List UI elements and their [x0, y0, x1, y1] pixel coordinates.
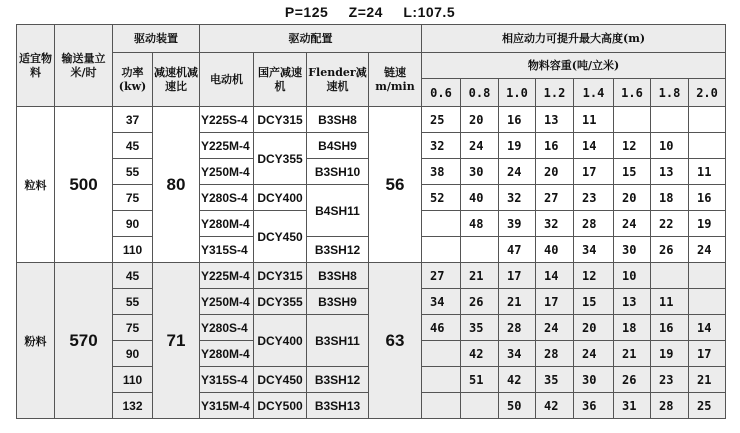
height-cell: 20	[614, 185, 651, 211]
height-cell: 28	[574, 211, 614, 237]
flender-reducer-cell: B3SH13	[307, 393, 369, 419]
material-cell: 粒料	[17, 107, 55, 263]
height-cell: 14	[536, 263, 574, 289]
height-cell: 42	[499, 367, 536, 393]
height-cell	[651, 263, 689, 289]
domestic-reducer-cell: DCY500	[254, 393, 307, 419]
height-cell: 19	[689, 211, 726, 237]
height-cell: 24	[499, 159, 536, 185]
header-density-value: 1.2	[536, 79, 574, 107]
height-cell: 31	[614, 393, 651, 419]
domestic-reducer-cell: DCY315	[254, 107, 307, 133]
height-cell: 17	[499, 263, 536, 289]
domestic-reducer-cell: DCY450	[254, 211, 307, 263]
height-cell: 24	[574, 341, 614, 367]
chain-speed-cell: 56	[369, 107, 422, 263]
height-cell: 16	[499, 107, 536, 133]
height-cell: 16	[536, 133, 574, 159]
height-cell: 32	[499, 185, 536, 211]
height-cell: 34	[422, 289, 461, 315]
height-cell: 21	[614, 341, 651, 367]
ratio-cell: 80	[153, 107, 200, 263]
motor-cell: Y315S-4	[200, 367, 254, 393]
height-cell: 15	[574, 289, 614, 315]
flender-reducer-cell: B3SH12	[307, 367, 369, 393]
header-density-value: 1.4	[574, 79, 614, 107]
domestic-reducer-cell: DCY450	[254, 367, 307, 393]
height-cell: 20	[461, 107, 499, 133]
power-cell: 132	[113, 393, 153, 419]
height-cell: 27	[422, 263, 461, 289]
height-cell: 42	[461, 341, 499, 367]
height-cell: 12	[574, 263, 614, 289]
height-cell: 52	[422, 185, 461, 211]
motor-cell: Y280S-4	[200, 315, 254, 341]
flender-reducer-cell: B3SH11	[307, 315, 369, 367]
power-cell: 55	[113, 159, 153, 185]
height-cell: 10	[651, 133, 689, 159]
height-cell: 23	[574, 185, 614, 211]
motor-cell: Y280S-4	[200, 185, 254, 211]
height-cell: 11	[574, 107, 614, 133]
ratio-cell: 71	[153, 263, 200, 419]
header-density-value: 1.0	[499, 79, 536, 107]
header-max-height: 相应动力可提升最大高度(m)	[422, 25, 726, 53]
power-cell: 45	[113, 263, 153, 289]
domestic-reducer-cell: DCY315	[254, 263, 307, 289]
height-cell: 21	[689, 367, 726, 393]
height-cell	[422, 393, 461, 419]
height-cell: 34	[574, 237, 614, 263]
height-cell: 32	[536, 211, 574, 237]
table-row	[17, 107, 726, 133]
height-cell: 34	[499, 341, 536, 367]
height-cell: 17	[574, 159, 614, 185]
chain-speed-cell: 63	[369, 263, 422, 419]
header-motor: 电动机	[200, 53, 254, 107]
flender-reducer-cell: B3SH12	[307, 237, 369, 263]
height-cell: 21	[499, 289, 536, 315]
header-density-value: 1.6	[614, 79, 651, 107]
header-domestic-reducer: 国产减速机	[254, 53, 307, 107]
height-cell	[422, 341, 461, 367]
height-cell: 16	[651, 315, 689, 341]
height-cell: 11	[651, 289, 689, 315]
height-cell: 21	[461, 263, 499, 289]
height-cell: 20	[574, 315, 614, 341]
material-cell: 粉料	[17, 263, 55, 419]
power-cell: 37	[113, 107, 153, 133]
height-cell	[422, 237, 461, 263]
motor-cell: Y225M-4	[200, 263, 254, 289]
height-cell: 38	[422, 159, 461, 185]
height-cell: 12	[614, 133, 651, 159]
height-cell: 25	[422, 107, 461, 133]
height-cell: 42	[536, 393, 574, 419]
height-cell: 24	[614, 211, 651, 237]
header-density-value: 0.6	[422, 79, 461, 107]
capacity-cell: 500	[55, 107, 113, 263]
height-cell	[422, 367, 461, 393]
header-capacity: 输送量立米/时	[55, 25, 113, 107]
height-cell: 10	[614, 263, 651, 289]
flender-reducer-cell: B3SH8	[307, 107, 369, 133]
height-cell: 28	[651, 393, 689, 419]
height-cell	[461, 393, 499, 419]
height-cell: 35	[461, 315, 499, 341]
height-cell: 27	[536, 185, 574, 211]
height-cell: 26	[651, 237, 689, 263]
header-drive-unit: 驱动装置	[113, 25, 200, 53]
motor-cell: Y225M-4	[200, 133, 254, 159]
flender-reducer-cell: B4SH9	[307, 133, 369, 159]
pitch-label: P=125	[284, 4, 329, 20]
height-cell: 32	[422, 133, 461, 159]
domestic-reducer-cell: DCY355	[254, 289, 307, 315]
height-cell: 28	[499, 315, 536, 341]
height-cell: 26	[614, 367, 651, 393]
header-flender-reducer: Flender减速机	[307, 53, 369, 107]
height-cell	[651, 107, 689, 133]
header-power: 功率(kw)	[113, 53, 153, 107]
motor-cell: Y250M-4	[200, 159, 254, 185]
height-cell: 40	[536, 237, 574, 263]
power-cell: 55	[113, 289, 153, 315]
height-cell: 17	[689, 341, 726, 367]
height-cell: 51	[461, 367, 499, 393]
height-cell: 24	[461, 133, 499, 159]
height-cell: 18	[651, 185, 689, 211]
header-ratio: 减速机减速比	[153, 53, 200, 107]
height-cell: 50	[499, 393, 536, 419]
height-cell: 48	[461, 211, 499, 237]
height-cell	[614, 107, 651, 133]
flender-reducer-cell: B4SH11	[307, 185, 369, 237]
header-density-value: 0.8	[461, 79, 499, 107]
capacity-cell: 570	[55, 263, 113, 419]
height-cell: 23	[651, 367, 689, 393]
height-cell: 19	[499, 133, 536, 159]
header-density-value: 2.0	[689, 79, 726, 107]
height-cell: 46	[422, 315, 461, 341]
height-cell: 16	[689, 185, 726, 211]
header-density: 物料容重(吨/立米)	[422, 53, 726, 79]
height-cell	[689, 263, 726, 289]
height-cell: 20	[536, 159, 574, 185]
height-cell: 30	[461, 159, 499, 185]
height-cell: 13	[614, 289, 651, 315]
motor-cell: Y315S-4	[200, 237, 254, 263]
height-cell: 24	[689, 237, 726, 263]
height-cell: 39	[499, 211, 536, 237]
height-cell: 18	[614, 315, 651, 341]
height-cell	[689, 289, 726, 315]
height-cell: 24	[536, 315, 574, 341]
elevator-spec-table	[16, 24, 726, 419]
domestic-reducer-cell: DCY400	[254, 315, 307, 367]
motor-cell: Y225S-4	[200, 107, 254, 133]
height-cell: 30	[574, 367, 614, 393]
motor-cell: Y315M-4	[200, 393, 254, 419]
height-cell	[422, 211, 461, 237]
power-cell: 110	[113, 237, 153, 263]
flender-reducer-cell: B3SH9	[307, 289, 369, 315]
teeth-label: Z=24	[348, 4, 383, 20]
height-cell: 13	[536, 107, 574, 133]
power-cell: 110	[113, 367, 153, 393]
height-cell: 30	[614, 237, 651, 263]
height-cell: 15	[614, 159, 651, 185]
height-cell: 35	[536, 367, 574, 393]
power-cell: 90	[113, 341, 153, 367]
height-cell: 28	[536, 341, 574, 367]
height-cell	[689, 133, 726, 159]
motor-cell: Y280M-4	[200, 341, 254, 367]
header-drive-config: 驱动配置	[200, 25, 422, 53]
table-title	[0, 4, 740, 20]
height-cell: 40	[461, 185, 499, 211]
height-cell: 19	[651, 341, 689, 367]
header-chain-speed: 链速m/min	[369, 53, 422, 107]
motor-cell: Y250M-4	[200, 289, 254, 315]
power-cell: 75	[113, 315, 153, 341]
power-cell: 45	[113, 133, 153, 159]
domestic-reducer-cell: DCY355	[254, 133, 307, 185]
header-material: 适宜物料	[17, 25, 55, 107]
header-density-value: 1.8	[651, 79, 689, 107]
height-cell	[461, 237, 499, 263]
power-cell: 75	[113, 185, 153, 211]
height-cell: 17	[536, 289, 574, 315]
height-cell: 22	[651, 211, 689, 237]
length-label: L:107.5	[403, 4, 456, 20]
height-cell: 14	[574, 133, 614, 159]
height-cell: 36	[574, 393, 614, 419]
height-cell: 26	[461, 289, 499, 315]
flender-reducer-cell: B3SH8	[307, 263, 369, 289]
power-cell: 90	[113, 211, 153, 237]
flender-reducer-cell: B3SH10	[307, 159, 369, 185]
table-row	[17, 263, 726, 289]
height-cell: 13	[651, 159, 689, 185]
height-cell: 25	[689, 393, 726, 419]
height-cell: 14	[689, 315, 726, 341]
motor-cell: Y280M-4	[200, 211, 254, 237]
height-cell: 11	[689, 159, 726, 185]
height-cell	[689, 107, 726, 133]
height-cell: 47	[499, 237, 536, 263]
domestic-reducer-cell: DCY400	[254, 185, 307, 211]
